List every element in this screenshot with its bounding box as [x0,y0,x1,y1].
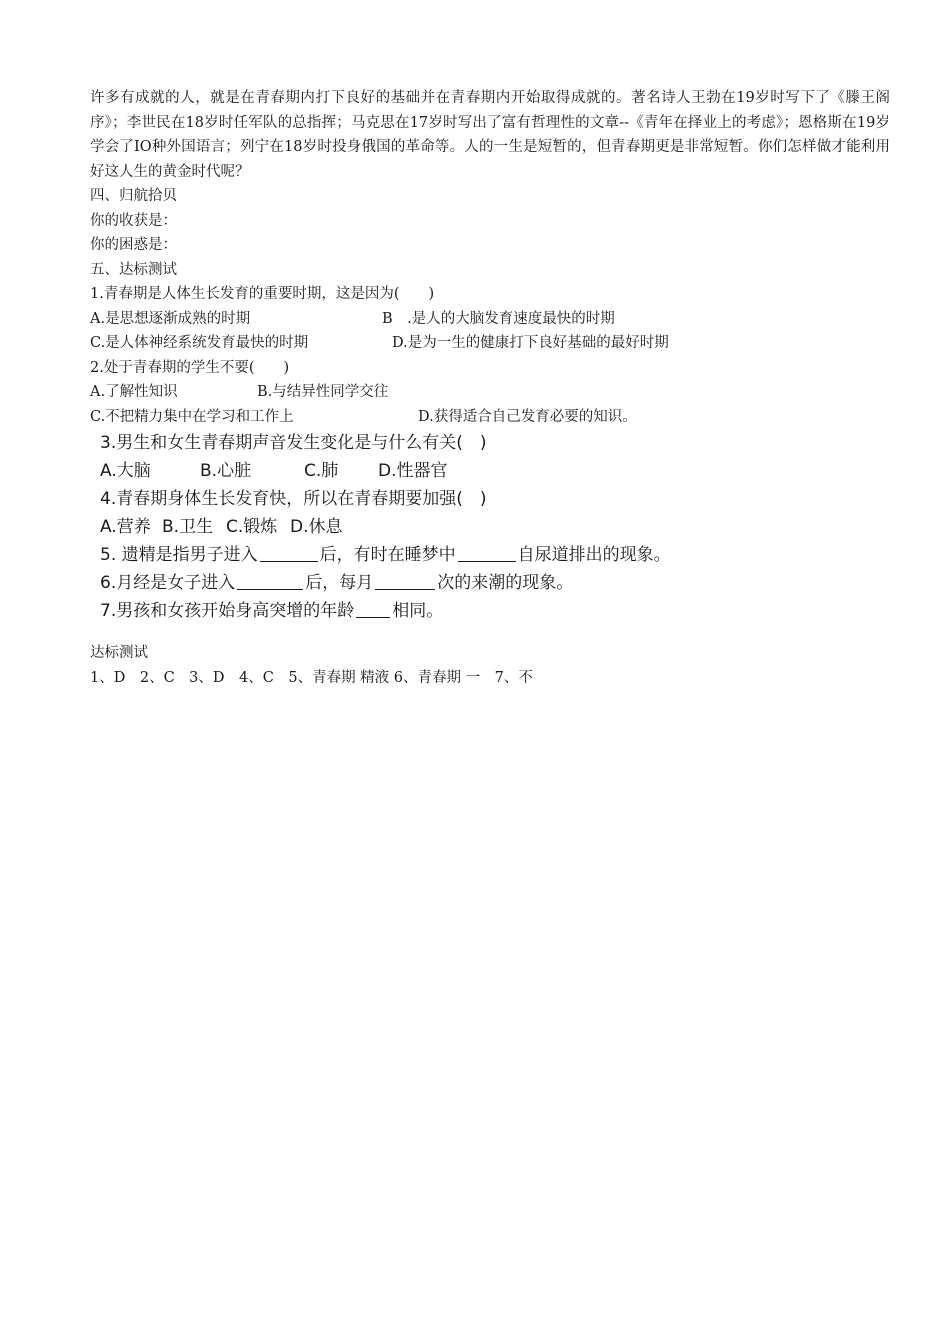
question-4-option-b: B.卫生 [162,517,214,537]
confusion-label: 你的困惑是： [90,237,177,253]
question-2-stem: 2.处于青春期的学生不要( ) [90,359,290,376]
question-4-option-c: C.锻炼 [226,517,278,537]
question-1-option-c: C.是人体神经系统发育最快的时期 [90,335,309,351]
question-5 [90,541,890,569]
question-7-text-2: 相同。 [392,601,444,621]
answers-text: 1、D 2、C 3、D 4、C 5、青春期 精液 6、青春期 一 7、不 [90,669,533,686]
section-4-heading: 四、归航拾贝 [90,188,177,204]
question-1-option-b: B .是人的大脑发育速度最快的时期 [382,310,615,327]
question-3-options [90,457,890,485]
question-4-stem: 4.青春期身体生长发育快，所以在青春期要加强( ) [100,489,487,509]
question-6 [90,569,890,597]
question-4-options [90,513,890,541]
question-4-option-a: A.营养 [100,517,151,537]
question-2-option-d: D.获得适合自己发育必要的知识。 [418,408,637,425]
question-2-option-b: B.与结异性同学交往 [257,384,389,400]
question-1-options-row-1 [90,307,890,332]
intro-paragraph: 许多有成就的人，就是在青春期内打下良好的基础并在青春期内开始取得成就的。著名诗人王勃在19岁时写下了《滕王阁序》；李世民在18岁时任军队的总指挥；马克思在17岁时写出了富有哲理性的文章--《青年在择业上的考虑》；恩格斯在19岁学会了IO种外国语言；列宁在18岁时投身俄国的革命等。人的一生是短暂的，但青春期更是非常短暂。你们怎样做才能利用好这人生的黄金时代呢？ [90,90,890,180]
question-6-text-3: 次的来潮的现象。 [437,573,574,593]
question-3-option-d: D.性器官 [378,461,448,481]
gain-label: 你的收获是： [90,212,177,229]
question-7 [90,597,890,625]
question-3-option-c: C.肺 [304,461,339,481]
question-5-text-3: 自尿道排出的现象。 [517,545,671,565]
question-3-stem: 3.男生和女生青春期声音发生变化是与什么有关( ) [100,433,487,453]
document-page [90,86,890,690]
question-1-option-d: D.是为一生的健康打下良好基础的最好时期 [392,335,669,351]
question-6-text-1: 6.月经是女子进入 [100,573,236,593]
question-6-text-2: 后，每月 [305,573,374,593]
question-2-options-row-2 [90,405,890,430]
question-5-blank-2[interactable] [458,543,516,562]
question-2-option-c: C.不把精力集中在学习和工作上 [90,408,294,425]
question-1-stem: 1.青春期是人体生长发育的重要时期，这是因为( ) [90,286,435,302]
question-2-option-a: A.了解性知识 [90,384,178,400]
question-5-text-1: 5. 遗精是指男子进入 [100,545,258,565]
question-2-options-row-1 [90,380,890,405]
question-1-options-row-2 [90,331,890,356]
answers-heading: 达标测试 [90,645,148,661]
question-6-blank-2[interactable] [375,571,435,590]
question-7-text-1: 7.男孩和女孩开始身高突增的年龄 [100,601,355,621]
question-3-option-b: B.心脏 [200,461,252,481]
question-3-option-a: A.大脑 [100,461,151,481]
question-7-blank[interactable] [356,599,390,618]
question-6-blank-1[interactable] [237,571,303,590]
question-5-text-2: 后，有时在睡梦中 [319,545,456,565]
question-5-blank-1[interactable] [260,543,318,562]
question-1-option-a: A.是思想逐渐成熟的时期 [90,310,251,327]
question-4-option-d: D.休息 [290,517,343,537]
section-5-heading: 五、达标测试 [90,261,177,278]
